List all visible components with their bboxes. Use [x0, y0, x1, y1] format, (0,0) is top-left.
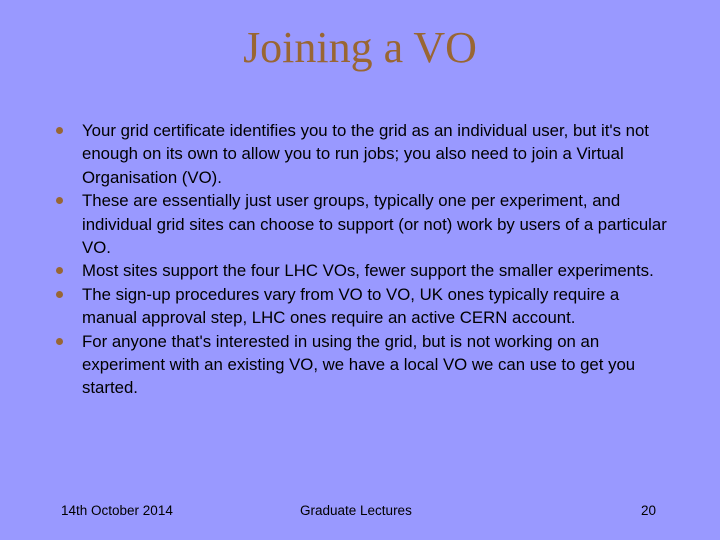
- bullet-list: [52, 119, 672, 400]
- bullet-marker-icon: [56, 267, 63, 274]
- bullet-item: [52, 259, 672, 282]
- bullet-marker-icon: [56, 291, 63, 298]
- bullet-item: [52, 189, 672, 259]
- slide-title: Joining a VO: [243, 23, 477, 72]
- bullet-item: [52, 283, 672, 330]
- footer-title: Graduate Lectures: [300, 503, 412, 518]
- bullet-text: For anyone that's interested in using the grid, but is not working on an experiment with an existing VO, we have a local VO we can use to get you started.: [82, 331, 636, 398]
- bullet-text: The sign-up procedures vary from VO to VO, UK ones typically require a manual approval step, LHC ones require an active CERN account.: [82, 284, 620, 328]
- bullet-marker-icon: [56, 197, 63, 204]
- bullet-item: [52, 119, 672, 189]
- bullet-marker-icon: [56, 338, 63, 345]
- bullet-text: These are essentially just user groups, typically one per experiment, and individual grid sites can choose to support (or not) work by users of a particular VO.: [82, 191, 667, 258]
- bullet-text: Most sites support the four LHC VOs, fewer support the smaller experiments.: [82, 261, 654, 281]
- bullet-text: Your grid certificate identifies you to the grid as an individual user, but it's not enough on its own to allow you to run jobs; you also need to join a Virtual Organisation (VO).: [82, 121, 649, 187]
- bullet-item: [52, 330, 672, 400]
- bullet-marker-icon: [56, 127, 63, 134]
- footer-date: 14th October 2014: [61, 503, 173, 518]
- page-number: 20: [641, 503, 657, 518]
